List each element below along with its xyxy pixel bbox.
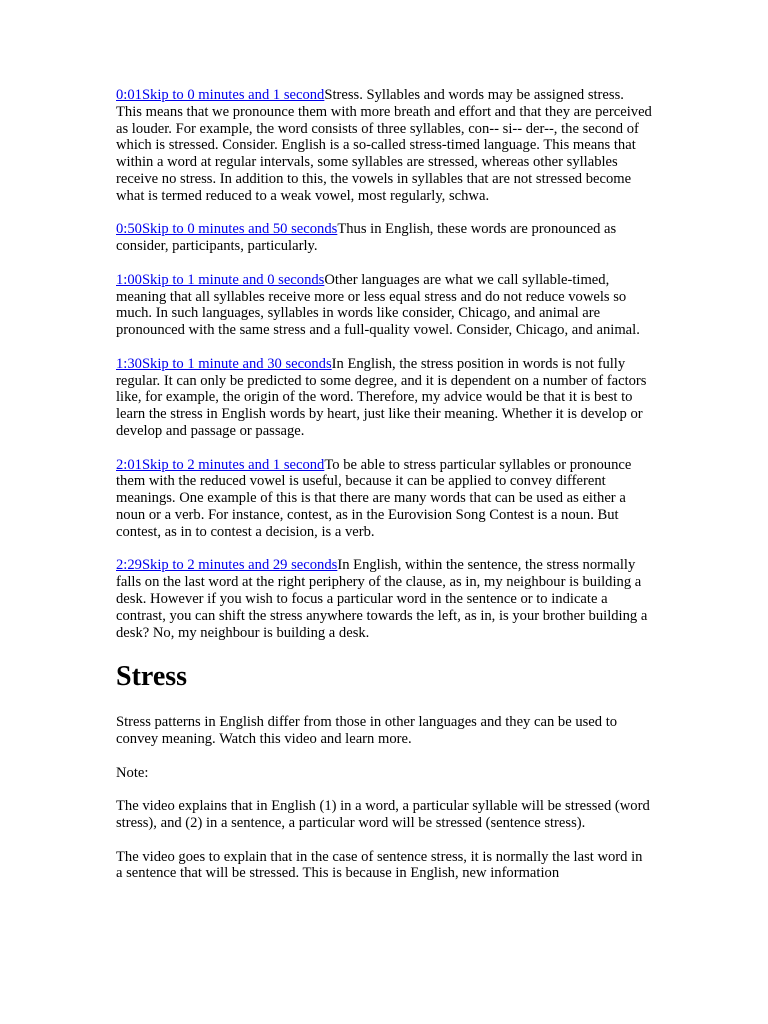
timestamp-link-0-01[interactable]: 0:01Skip to 0 minutes and 1 second [116, 87, 325, 103]
transcript-paragraph-6 [116, 557, 652, 641]
timestamp-link-1-30[interactable]: 1:30Skip to 1 minute and 30 seconds [116, 355, 332, 372]
transcript-paragraph-5 [116, 457, 652, 541]
section-heading: Stress [116, 661, 188, 693]
transcript-text-5: To be able to stress particular syllables or pronounce them with the reduced vowel is useful, because it can be applied to convey different meanings. One example of this is that there are many words that can be used as either a noun or a verb. For instance, contest, as in the Eurovision Song Contest is a noun. But contest, as in to contest a decision, is a verb. [116, 456, 632, 540]
note-paragraph-2: The video goes to explain that in the case of sentence stress, it is normally the last word in a sentence that will be stressed. This is because in English, new information [116, 848, 643, 882]
timestamp-link-0-50[interactable]: 0:50Skip to 0 minutes and 50 seconds [116, 221, 338, 238]
transcript-paragraph-2 [116, 221, 652, 255]
transcript-text-6: In English, within the sentence, the stress normally falls on the last word at the right periphery of the clause, as in, my neighbour is building a desk. However if you wish to focus a particular word in the sentence or to indicate a contrast, you can shift the stress anywhere towards the left, as in, is your brother building a desk? No, my neighbour is building a desk. [116, 557, 648, 641]
timestamp-link-2-01[interactable]: 2:01Skip to 2 minutes and 1 second [116, 456, 325, 473]
transcript-paragraph-3 [116, 272, 652, 339]
note-paragraph-1: The video explains that in English (1) in a word, a particular syllable will be stressed (word stress), and (2) in a sentence, a particular word will be stressed (sentence stress). [116, 798, 650, 832]
intro-paragraph: Stress patterns in English differ from those in other languages and they can be used to convey meaning. Watch this video and learn more. [116, 714, 618, 748]
document-page [116, 87, 652, 899]
timestamp-link-1-00[interactable]: 1:00Skip to 1 minute and 0 seconds [116, 271, 325, 288]
transcript-paragraph-4 [116, 356, 652, 440]
transcript-text-4: In English, the stress position in words is not fully regular. It can only be predicted to some degree, and it is dependent on a number of factors like, for example, the origin of the word. Therefore, my advice would be that it is best to learn the stress in English words by heart, just like their meaning. Whether it is develop or develop and passage or passage. [116, 355, 647, 439]
transcript-text-1: Stress. Syllables and words may be assigned stress. This means that we pronounce them with more breath and effort and that they are perceived as louder. For example, the word consists of three syllables, con-- si-- der--, the second of which is stressed. Consider. English is a so-called stress-timed language. This means that within a word at regular intervals, some syllables are stressed, whereas other syllables receive no stress. In addition to this, the vowels in syllables that are not stressed become what is termed reduced to a weak vowel, most regularly, schwa. [116, 87, 652, 204]
transcript-text-3: Other languages are what we call syllable-timed, meaning that all syllables receive more or less equal stress and do not reduce vowels so much. In such languages, syllables in words like consider, Chicago, and animal are pronounced with the same stress and a full-quality vowel. Consider, Chicago, and animal. [116, 271, 640, 339]
transcript-text-2: Thus in English, these words are pronounced as consider, participants, particularly. [116, 221, 617, 255]
timestamp-link-2-29[interactable]: 2:29Skip to 2 minutes and 29 seconds [116, 557, 338, 574]
transcript-paragraph-1 [116, 87, 652, 205]
note-label: Note: [116, 764, 149, 781]
